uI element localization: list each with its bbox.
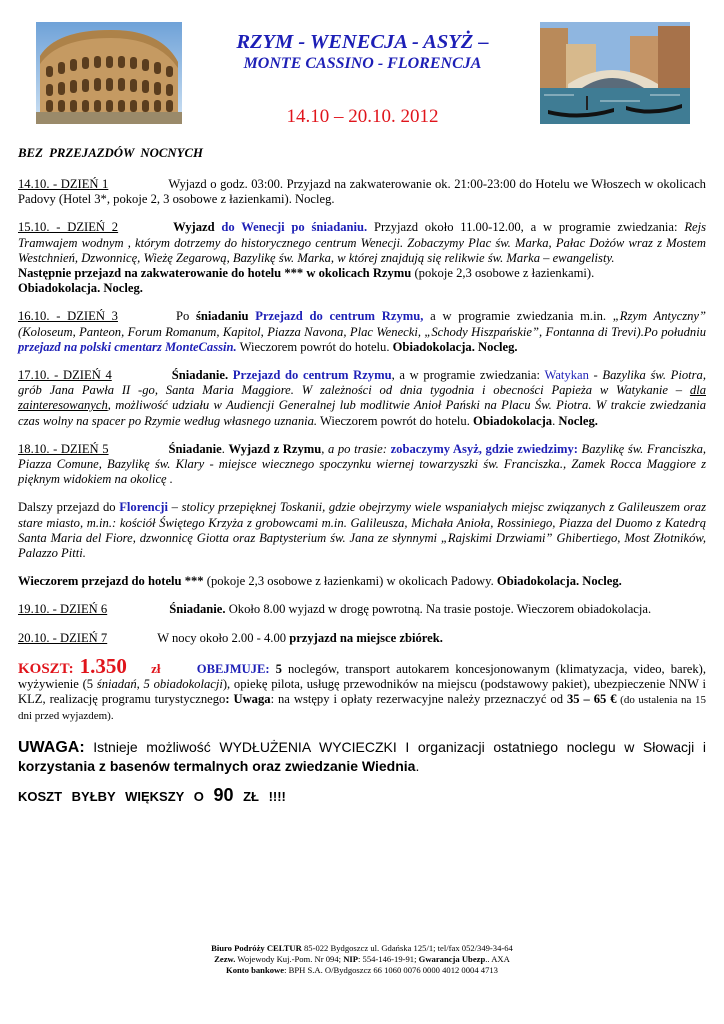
day-5-sep: .	[221, 441, 229, 456]
day-1	[18, 177, 706, 207]
day-2-arrival: Przyjazd około 11.00-12.00, a w programie zwiedzania:	[367, 220, 685, 235]
price-section	[18, 653, 707, 725]
agency-name: Biuro Podróży CELTUR	[211, 943, 302, 953]
day-4-basilica: - Bazylika św. Piotra, grób Jana Pawła II -go, Santa Maria Maggiore.	[18, 368, 706, 398]
itinerary	[18, 177, 706, 817]
day-1-text: Wyjazd o godz. 03:00. Przyjazd na zakwaterowanie ok. 21:00-23:00 do Hotelu we Włoszech w okolicach Padovy (Hotel 3*, pokoje 2, 3 osobowe z łazienkami). Nocleg.	[18, 177, 706, 207]
day-5-florence	[18, 500, 706, 561]
day-4-interested: dla zainteresowanych	[18, 383, 706, 413]
day-3-dinner: Obiadokolacja. Nocleg.	[392, 339, 518, 354]
day-7-label: 20.10. - DZIEŃ 7	[18, 630, 108, 645]
day-6-text: Około 8.00 wyjazd w drogę powrotną. Na trasie postoje. Wieczorem obiadokolacja.	[225, 602, 652, 617]
guarantee-value: .. AXA	[485, 954, 510, 964]
notice-text: Istnieje możliwość WYDŁUŻENIA WYCIECZKI I organizacji ostatniego noclegu w Słowacji i	[84, 738, 706, 755]
day-4-program-intro: , a w programie zwiedzania:	[391, 368, 545, 383]
bank-account: : BPH S.A. O/Bydgoszcz 66 1060 0076 0000 4012 0004 4713	[284, 965, 498, 975]
day-5-sep2: ,	[321, 441, 328, 456]
day-2-label: 15.10. - DZIEŃ 2	[18, 220, 119, 235]
day-5-label: 18.10. - DZIEŃ 5	[18, 441, 109, 456]
day-3-label: 16.10. - DZIEŃ 3	[18, 309, 118, 324]
extra-cost	[18, 784, 706, 805]
includes-meals: śniadań, 5 obiadokolacji	[96, 677, 223, 692]
day-3	[18, 309, 706, 355]
extra-cost-amount: 90	[213, 784, 234, 805]
notice-heading: UWAGA:	[18, 738, 85, 756]
day-4-vatican: Watykan	[544, 368, 589, 383]
evening-transfer: Wieczorem przejazd do hotelu ***	[18, 574, 204, 589]
agency-address: 85-022 Bydgoszcz ul. Gdańska 125/1; tel/fax 052/349-34-64	[301, 943, 513, 953]
trip-title	[190, 30, 535, 74]
day-2-departure: Wyjazd	[173, 220, 215, 235]
day-1-label: 14.10. - DZIEŃ 1	[18, 177, 109, 191]
footer	[0, 943, 724, 976]
price-amount: 1.350	[79, 653, 127, 678]
permit-label: Zezw.	[214, 954, 236, 964]
day-4-rome: Przejazd do centrum Rzymu	[232, 368, 392, 383]
day-5-depart-rome: Wyjazd z Rzymu	[228, 441, 322, 456]
day-2-dinner: Obiadokolacja	[18, 281, 98, 296]
no-night-travel-note: BEZ PRZEJAZDÓW NOCNYCH	[18, 146, 203, 160]
florence-intro: Dalszy przejazd do	[18, 500, 120, 515]
includes-nights: 5	[275, 661, 282, 676]
day-7-arrival: przyjazd na miejsce zbiórek.	[289, 630, 443, 645]
title-line-1: RZYM - WENECJA - ASYŻ –	[236, 31, 489, 53]
includes-note-label: : Uwaga	[225, 692, 271, 707]
entry-fee-range: 35 – 65 €	[566, 692, 617, 707]
day-7-text: W nocy około 2.00 - 4.00	[157, 630, 290, 645]
day-3-cemetery: przejazd na polski cmentarz MonteCassin.	[18, 339, 237, 354]
day-2-transfer: Następnie przejazd na zakwaterowanie do hotelu *** w okolicach Rzymu	[18, 266, 412, 281]
day-4-return: Wieczorem powrót do hotelu.	[317, 413, 474, 428]
day-7	[18, 631, 706, 646]
day-6-breakfast: Śniadanie.	[169, 602, 226, 617]
footer-line-2	[0, 954, 724, 965]
evening-dinner: Obiadokolacja. Nocleg.	[496, 574, 622, 589]
day-5-assisi-sights: Bazylikę św. Franciszka, Piazza Comune, Bazylikę św. Klary - miejsce wiecznego spoczynku wiernej towarzyszki św. Franciszka., Zamek Rocca Maggiore z pięknym widokiem na okolicę .	[18, 441, 707, 487]
day-3-return: Wieczorem powrót do hotelu.	[236, 339, 393, 354]
day-4-pope: W zależności od dnia tygodnia i obecności Papieża w Watykanie –	[293, 383, 690, 398]
day-4-dinner: Obiadokolacja	[473, 413, 553, 428]
day-2-program: Rejs Tramwajem wodnym , którym dotrzemy do historycznego centrum Wenecji. Zobaczymy Plac św. Marka, Pałac Dożów wraz z Mostem Westchnień, Dzwonnicę, Wieżę Zegarową, Bazylikę św. Marka, w której znajdują się relikwie św. Marka – ewangelisty.	[18, 220, 706, 265]
day-4-audience: , możliwość udziału w Audiencji Generalnej lub modlitwie Anioł Pański na Placu Św. Piotra. W trakcie zwiedzania czas wolny na spacer po Rzymie według własnego uznania.	[18, 398, 706, 428]
day-4-breakfast: Śniadanie.	[171, 368, 229, 383]
day-6	[18, 602, 706, 617]
price-label: KOSZT:	[18, 660, 74, 677]
includes-text-1: noclegów, transport autokarem koncesjonowanym (klimatyzacja, video, barek), wyżywienie (5	[18, 661, 707, 692]
extra-cost-text: KOSZT BYŁBY WIĘKSZY O	[18, 788, 214, 804]
bank-label: Konto bankowe	[226, 965, 285, 975]
day-4-label: 17.10. - DZIEŃ 4	[18, 368, 112, 383]
notice-end: .	[415, 757, 420, 774]
florence-name: Florencji	[119, 500, 168, 515]
colosseum-photo	[36, 22, 182, 124]
day-3-program: „Rzym Antyczny” (Koloseum, Panteon, Forum Romanum, Kapitol, Piazza Navona, Plac Wenecki, „Schody Hiszpańskie”, Fontanna di Trevi).Po południu	[18, 309, 706, 339]
day-6-label: 19.10. - DZIEŃ 6	[18, 602, 108, 617]
day-4-sep: .	[552, 413, 559, 428]
day-4	[18, 368, 706, 429]
notice-thermal: korzystania z basenów termalnych oraz zwiedzanie Wiednia	[18, 757, 416, 774]
trip-dates: 14.10 – 20.10. 2012	[286, 106, 439, 127]
evening-rooms: (pokoje 2,3 osobowe z łazienkami) w okolicach Padowy.	[203, 574, 497, 589]
florence-sights: – stolicy przepięknej Toskanii, gdzie obejrzymy wiele wspaniałych miejsc związanych z Galileuszem oraz stare miasto, m.in.: kościół Świętego Krzyża z grobowcami m.in. Galileusza, Michała Anioła, Rossiniego, Piazza del Duomo z Katedrą Santa Maria del Fiore, dzwonnicę Giotta oraz Baptysterium św. Jana ze słynnymi „Rajskimi Drzwiami” Ghibertiego, Most Złotników, Palazzo Pitti.	[18, 500, 706, 561]
extension-notice	[18, 738, 706, 775]
includes-text-2: ), opiekę pilota, usługę przewodników na miejscu (podstawowy pakiet), ubezpieczenie NNW i KLZ, realizację programu turystycznego	[18, 677, 706, 707]
nip-value: : 554-146-19-91;	[358, 954, 419, 964]
nip-label: NIP	[343, 954, 358, 964]
includes-label: OBEJMUJE:	[196, 661, 270, 676]
day-3-program-intro: a w programie zwiedzania m.in.	[423, 309, 613, 324]
footer-line-1	[0, 943, 724, 954]
day-2	[18, 220, 706, 296]
guarantee-label: Gwarancja Ubezp	[418, 954, 486, 964]
day-5	[18, 442, 706, 488]
day-3-rome: Przejazd do centrum Rzymu,	[248, 309, 424, 324]
entry-fee-note: (do ustalenia na 15 dni przed wyjazdem).	[18, 694, 706, 723]
day-3-breakfast: śniadaniu	[196, 309, 249, 324]
day-3-after: Po	[175, 309, 196, 324]
day-5-breakfast: Śniadanie	[168, 441, 222, 456]
footer-line-3	[0, 965, 724, 976]
day-5-route: a po trasie:	[328, 441, 391, 456]
permit-value: Wojewody Kuj.-Pom. Nr 094;	[235, 954, 344, 964]
day-2-rooms: (pokoje 2,3 osobowe z łazienkami).	[411, 266, 595, 281]
day-5-assisi: zobaczymy Asyż, gdzie zwiedzimy:	[390, 441, 578, 456]
includes-note: : na wstępy i opłaty rezerwacyjne należy przeznaczyć od	[270, 692, 567, 707]
venice-canal-photo	[540, 22, 690, 124]
extra-cost-currency: ZŁ !!!!	[233, 788, 286, 804]
price-currency: zł	[151, 660, 161, 676]
title-line-2: MONTE CASSINO - FLORENCJA	[243, 55, 482, 72]
day-4-night: Nocleg.	[558, 413, 598, 428]
day-2-venice: do Wenecji po śniadaniu.	[221, 220, 368, 235]
day-5-evening	[18, 574, 706, 589]
day-2-night: . Nocleg.	[97, 281, 143, 296]
